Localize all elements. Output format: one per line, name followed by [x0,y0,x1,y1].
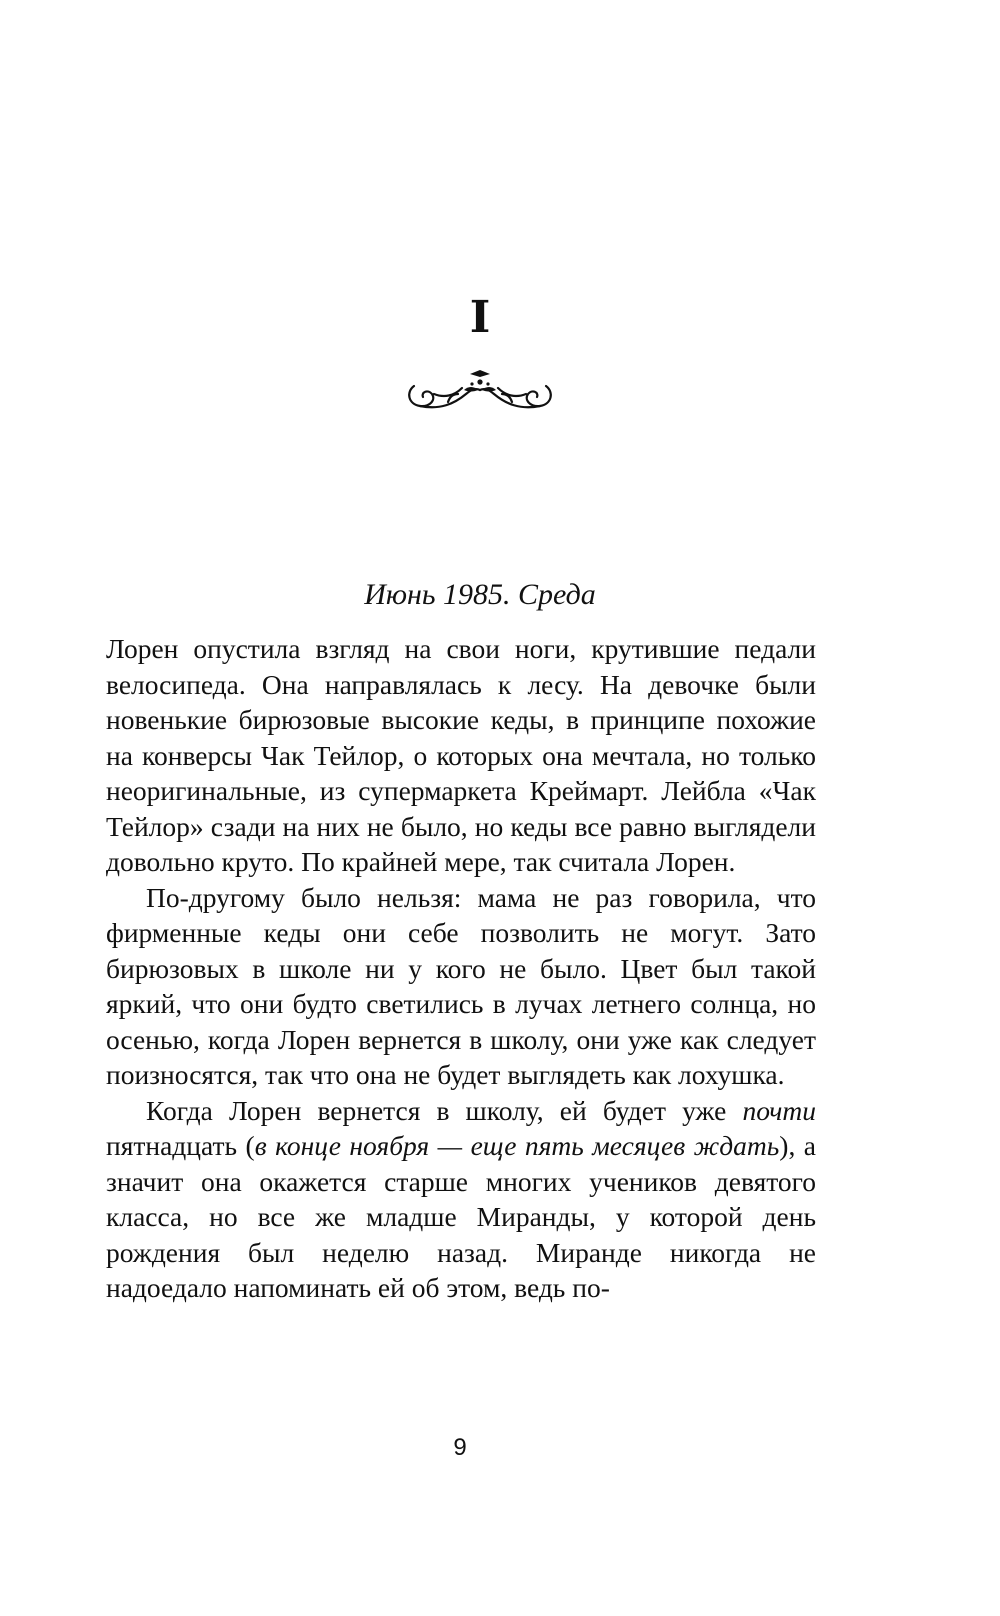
chapter-number: I [469,292,491,343]
text-run: ), а значит она окажется старше многих учеников девятого класса, но все же младше Миранды, у которой день рождения был неделю назад. Миранде никогда не надоедало напоминать ей об этом, ведь по- [106,1130,816,1303]
flourish-ornament-icon [404,364,556,416]
page-number: 9 [453,1434,467,1461]
chapter-date-heading: Июнь 1985. Среда [364,578,596,611]
text-run: Лорен опустила взгляд на свои ноги, крутившие педали велосипеда. Она направлялась к лесу. На девочке были новенькие бирюзовые высокие кеды, в принципе похожие на конверсы Чак Тейлор, о которых она мечтала, но только неоригинальные, из супермаркета Креймарт. Лейбла «Чак Тейлор» сзади на них не было, но кеды все равно выглядели довольно круто. По крайней мере, так считала Лорен. [106,633,816,877]
paragraph [106,1093,816,1306]
emphasis-text: в конце ноября — еще пять месяцев ждать [254,1130,780,1161]
text-run: пятнадцать ( [106,1130,255,1161]
text-run: Когда Лорен вернется в школу, ей будет уже [146,1094,743,1126]
text-run: По-другому было нельзя: мама не раз говорила, что фирменные кеды они себе позволить не могут. Зато бирюзовых в школе ни у кого не было. Цвет был такой яркий, что они будто светились в лучах летнего солнца, но осенью, когда Лорен вернется в школу, они уже как следует поизносятся, так что она не будет выглядеть как лохушка. [106,881,816,1090]
paragraph [106,631,816,880]
paragraph [106,880,816,1093]
body-text [106,631,816,1306]
emphasis-text: почти [742,1094,816,1126]
